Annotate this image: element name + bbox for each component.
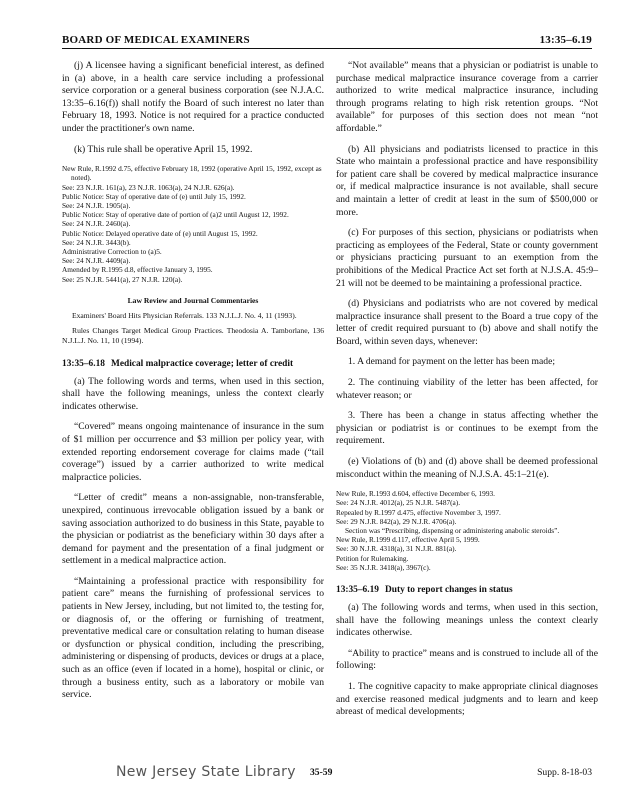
paragraph: “Not available” means that a physician or podiatrist is unable to purchase medical malpractice insurance coverage from a carrier authorized to write medical malpractice insurance, including through programs relating to high risk retention groups. “Not available” for purposes of this section does not mean “not affordable.”: [336, 60, 598, 134]
paragraph-k: (k) This rule shall be operative April 15, 1992.: [74, 143, 253, 155]
paragraph: (a) The following words and terms, when used in this section, shall have the following meanings, unless the context clearly indicates otherwise.: [62, 375, 324, 412]
history-line: See: 25 N.J.R. 5441(a), 27 N.J.R. 120(a).: [62, 274, 183, 284]
list-item: 1. The cognitive capacity to make appropriate clinical diagnoses and exercise reasoned medical judgments and to learn and keep abreast of medical developments;: [336, 681, 598, 718]
history-line: New Rule, R.1993 d.604, effective December 6, 1993.: [336, 489, 495, 499]
library-stamp: New Jersey State Library: [116, 764, 296, 780]
paragraph: “Covered” means ongoing maintenance of insurance in the sum of $1 million per occurrence and $3 million per policy year, with extended reporting endorsement coverage for claims made (“tail coverage”) issued by a carrier authorized to write medical malpractice policies.: [62, 421, 324, 483]
header-title: BOARD OF MEDICAL EXAMINERS: [62, 34, 250, 46]
right-column: [336, 60, 598, 727]
paragraph: (c) For purposes of this section, physicians or podiatrists when practicing as employees of the Federal, State or county government or physicians practicing pursuant to an exemption from the prohibitions of the Medical Practice Act set forth at N.J.S.A. 45:9–21 will not be deemed to be maintaining a professional practice.: [336, 227, 598, 289]
history-line: Repealed by R.1997 d.475, effective November 3, 1997.: [336, 507, 501, 517]
paragraph: (a) The following words and terms, when used in this section, shall have the following meanings unless the context clearly indicates otherwise.: [336, 602, 598, 639]
list-item: 1. A demand for payment on the letter has been made;: [348, 356, 556, 368]
history-line: See: 29 N.J.R. 842(a), 29 N.J.R. 4706(a).: [336, 516, 457, 526]
list-item: 3. There has been a change in status affecting whether the physician or podiatrist is or continues to be exempt from the requirement.: [336, 410, 598, 447]
law-review-heading: Law Review and Journal Commentaries: [127, 295, 259, 305]
law-review-entry: Rules Changes Target Medical Group Practices. Theodosia A. Tamborlane, 136 N.J.L.J. No. 11, 10 (1994).: [62, 326, 324, 345]
history-line: Public Notice: Stay of operative date of portion of (a)2 until August 12, 1992.: [62, 210, 289, 220]
section-heading-6-18: [62, 358, 324, 370]
history-line: See: 24 N.J.R. 1905(a).: [62, 200, 131, 210]
history-line: See: 24 N.J.R. 4409(a).: [62, 256, 131, 266]
history-line: See: 24 N.J.R. 3443(b).: [62, 237, 131, 247]
law-review-entry: Examiners' Board Hits Physician Referrals. 133 N.J.L.J. No. 4, 11 (1993).: [72, 310, 297, 320]
history-line: New Rule, R.1999 d.117, effective April 5, 1999.: [336, 535, 480, 545]
history-line: New Rule, R.1992 d.75, effective February 18, 1992 (operative April 15, 1992, except as noted).: [62, 164, 322, 183]
page-number: 35-59: [310, 767, 333, 778]
paragraph: “Maintaining a professional practice with responsibility for patient care” means the furnishing of professional services to patients in New Jersey, including, but not limited to, the testing for, or diagnosis of, or the offering or furnishing of treatment, preventative medical care or consultation relating to human disease or dysfunction or physical condition, including the prescribing, administering or dispensing of products, devices or drugs at a place, such as an office (even if located in a home), hospital or clinic, or through a business entity, such as a laboratory or mobile van service.: [62, 575, 324, 701]
history-line: Petition for Rulemaking.: [336, 553, 409, 563]
section-number: 13:35–6.19: [336, 585, 379, 596]
header-section-number: 13:35–6.19: [539, 34, 592, 46]
history-line: See: 24 N.J.R. 2460(a).: [62, 219, 131, 229]
paragraph: (d) Physicians and podiatrists who are not covered by medical malpractice insurance shall present to the Board a true copy of the letter of credit required pursuant to (b) above and shall notify the Board, within seven days, whenever:: [336, 298, 598, 347]
history-line: Amended by R.1995 d.8, effective January 3, 1995.: [62, 265, 213, 275]
history-line: Administrative Correction to (a)5.: [62, 246, 162, 256]
paragraph: “Letter of credit” means a non-assignable, non-transferable, unexpired, continuous irrevocable obligation issued by a bank or saving association authorized to do business in this State, payable to the physician or podiatrist as the beneficiary within 30 days after a demand for payment and the presentation of a final judgment or settlement in a medical malpractice action.: [62, 492, 324, 567]
section-heading-6-19: [336, 584, 598, 596]
history-line: See: 23 N.J.R. 161(a), 23 N.J.R. 1063(a), 24 N.J.R. 626(a).: [62, 182, 235, 192]
running-header: [62, 30, 592, 49]
section-title: Medical malpractice coverage; letter of credit: [110, 358, 294, 369]
history-line: Public Notice: Delayed operative date of (e) until August 15, 1992.: [62, 228, 258, 238]
left-column: [62, 60, 324, 710]
history-line: Public Notice: Stay of operative date of (e) until July 15, 1992.: [62, 191, 246, 201]
paragraph-e: (e) Violations of (b) and (d) above shall be deemed professional misconduct within the meaning of N.J.S.A. 45:1–21(e).: [336, 456, 598, 480]
paragraph: (b) All physicians and podiatrists licensed to practice in this State who maintain a professional practice and have responsibility for patient care shall be covered by medical malpractice insurance or, if medical malpractice insurance is not available, shall secure and maintain a letter of credit at least in the sum of $500,000 or more.: [336, 143, 598, 218]
paragraph-j: (j) A licensee having a significant beneficial interest, as defined in (a) above, in a health care service including a professional service corporation or a general business corporation (see N.J.A.C. 13:35–6.16(f)) shall notify the Board of such interest no later than February 18, 1993. Notice is not required for a practice conducted under the practitioner's own name.: [62, 60, 324, 134]
paragraph: “Ability to practice” means and is construed to include all of the following:: [336, 647, 598, 672]
history-note-6-17: [62, 164, 324, 284]
history-note-6-18: [336, 489, 598, 572]
history-line: See: 24 N.J.R. 4012(a), 25 N.J.R. 5487(a).: [336, 498, 461, 508]
history-line: See: 35 N.J.R. 3418(a), 3967(c).: [336, 562, 431, 572]
history-line: See: 30 N.J.R. 4318(a), 31 N.J.R. 881(a).: [336, 544, 457, 554]
supplement-date: Supp. 8-18-03: [537, 767, 592, 778]
history-line: Section was “Prescribing, dispensing or administering anabolic steroids”.: [345, 526, 560, 536]
page-footer: [62, 764, 592, 786]
section-title: Duty to report changes in status: [384, 585, 513, 596]
section-number: 13:35–6.18: [62, 358, 105, 369]
list-item: 2. The continuing viability of the letter has been affected, for whatever reason; or: [336, 377, 598, 401]
